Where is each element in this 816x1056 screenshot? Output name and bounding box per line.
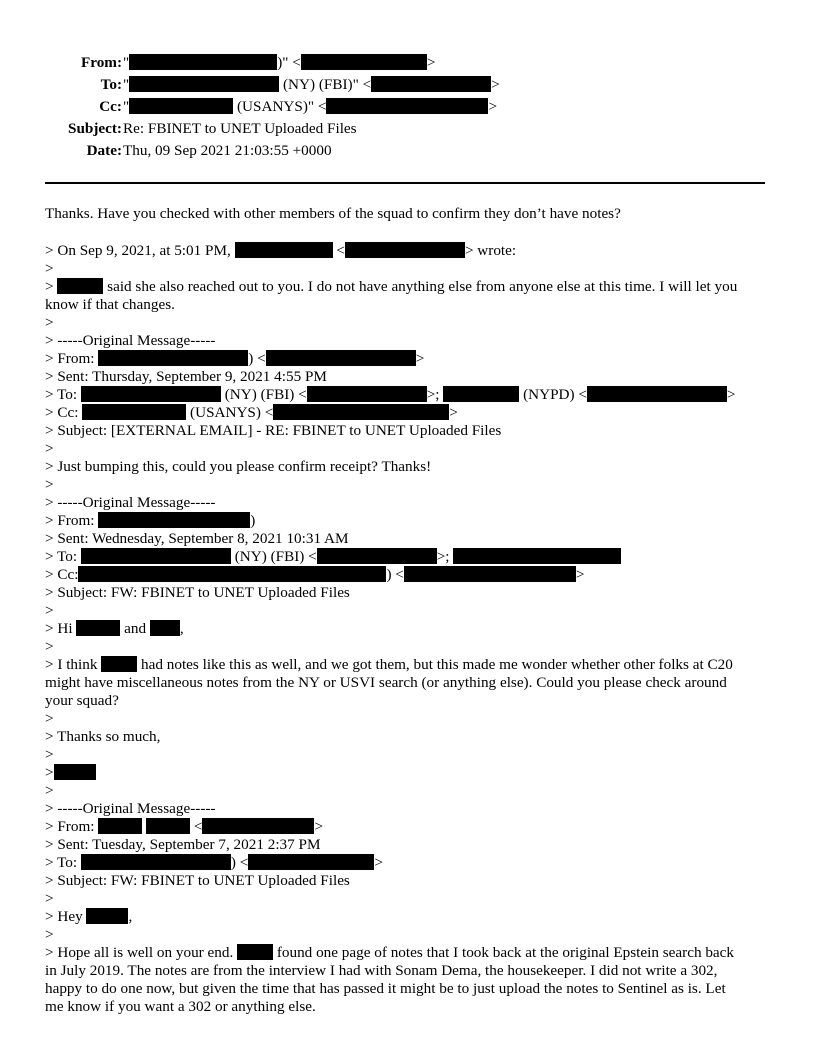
redaction [98,512,250,528]
redaction [307,386,427,402]
quote-line: > [45,763,96,782]
quote-line: might have miscellaneous notes from the NY or USVI search (or anything else). Could you please check around [45,674,727,691]
quote-line: > [45,440,54,457]
quote-line: your squad? [45,692,119,709]
quote-line: > Thanks so much, [45,728,161,745]
from-label: From: [80,54,122,71]
quote-line: > Sent: Wednesday, September 8, 2021 10:31 AM [45,530,349,547]
redaction [82,404,186,420]
quote-line: > [45,926,54,943]
redaction [150,620,180,636]
quote-line: > Cc: (USANYS) < > [45,404,458,421]
redaction [273,404,449,420]
cc-text-a: " [123,98,130,115]
subject-value: Re: FBINET to UNET Uploaded Files [123,120,357,137]
date-label: Date: [86,142,122,159]
quote-line: > Hey , [45,908,133,925]
redaction [54,764,96,780]
redaction [81,548,231,564]
cc-label: Cc: [99,98,122,115]
quote-line: > [45,314,54,331]
quote-line: know if that changes. [45,296,175,313]
from-text-c: > [426,54,436,71]
header-date [0,140,816,162]
quote-line: in July 2019. The notes are from the interview I had with Sonam Dema, the housekeeper. I did not write a 302, [45,962,718,979]
redaction [86,908,128,924]
cc-text-c: > [488,98,498,115]
quote-line: > [45,476,54,493]
quote-line: > [45,602,54,619]
redaction [146,818,190,834]
to-label: To: [100,76,122,93]
quote-line: > Just bumping this, could you please confirm receipt? Thanks! [45,458,432,475]
quote-line: > From: ) < > [45,350,425,367]
quote-line: me know if you want a 302 or anything else. [45,998,316,1015]
redaction [81,854,231,870]
quote-line: > On Sep 9, 2021, at 5:01 PM, < > wrote: [45,242,517,259]
redaction [587,386,727,402]
redaction [317,548,437,564]
quote-line: happy to do one now, but given the time that has passed it might be to just upload the notes to Sentinel as is. Let [45,980,726,997]
redaction [326,98,488,114]
quote-line: > Subject: FW: FBINET to UNET Uploaded Files [45,584,350,601]
quote-line: > [45,638,54,655]
quote-line: > -----Original Message----- [45,494,216,511]
quote-line: > Hope all is well on your end. found one page of notes that I took back at the original Epstein search back [45,944,735,961]
redaction [443,386,519,402]
quote-line: > Subject: [EXTERNAL EMAIL] - RE: FBINET to UNET Uploaded Files [45,422,502,439]
header-to [0,74,816,96]
quote-line: > Hi and , [45,620,184,637]
header-from [0,52,816,74]
redaction [345,242,465,258]
reply-text: Thanks. Have you checked with other members of the squad to confirm they don’t have notes? [45,205,621,222]
redaction [371,76,491,92]
redaction [129,98,233,114]
quote-line: > Sent: Thursday, September 9, 2021 4:55 PM [45,368,327,385]
quote-line: > said she also reached out to you. I do not have anything else from anyone else at this time. I will let you [45,278,738,295]
redaction [235,242,333,258]
quote-line: > [45,782,54,799]
redaction [76,620,120,636]
quote-line: > -----Original Message----- [45,800,216,817]
cc-text-b: (USANYS)" < [233,98,327,115]
redaction [453,548,621,564]
to-text-a: " [123,76,130,93]
redaction [78,566,386,582]
from-text-b: )" < [277,54,301,71]
quote-line: > From: ) [45,512,256,529]
quote-line: > [45,890,54,907]
quote-line: > From: < > [45,818,324,835]
redaction [98,350,248,366]
redaction [301,54,427,70]
quote-line: > [45,710,54,727]
redaction [248,854,374,870]
header-cc [0,96,816,118]
quote-line: > [45,746,54,763]
quote-line: > To: (NY) (FBI) < >; (NYPD) < > [45,386,736,403]
redaction [81,386,221,402]
quote-line: > Subject: FW: FBINET to UNET Uploaded Files [45,872,350,889]
quote-line: > Sent: Tuesday, September 7, 2021 2:37 PM [45,836,321,853]
redaction [266,350,416,366]
header-divider [45,182,765,184]
redaction [202,818,314,834]
redaction [129,76,279,92]
quote-line: > [45,260,54,277]
quote-line: > -----Original Message----- [45,332,216,349]
from-text-a: " [123,54,130,71]
redaction [129,54,277,70]
redaction [98,818,142,834]
quote-line: > Cc: ) < > [45,566,585,583]
header-subject [0,118,816,140]
redaction [57,278,103,294]
to-text-c: > [491,76,500,93]
redaction [237,944,273,960]
subject-label: Subject: [68,120,122,137]
redaction [404,566,576,582]
quote-line: > I think had notes like this as well, and we got them, but this made me wonder whether other folks at C20 [45,656,733,673]
redaction [101,656,137,672]
to-text-b: (NY) (FBI)" < [279,76,372,93]
quote-line: > To: (NY) (FBI) < >; [45,547,621,566]
date-value: Thu, 09 Sep 2021 21:03:55 +0000 [123,142,332,159]
quote-line: > To: ) < > [45,854,383,871]
